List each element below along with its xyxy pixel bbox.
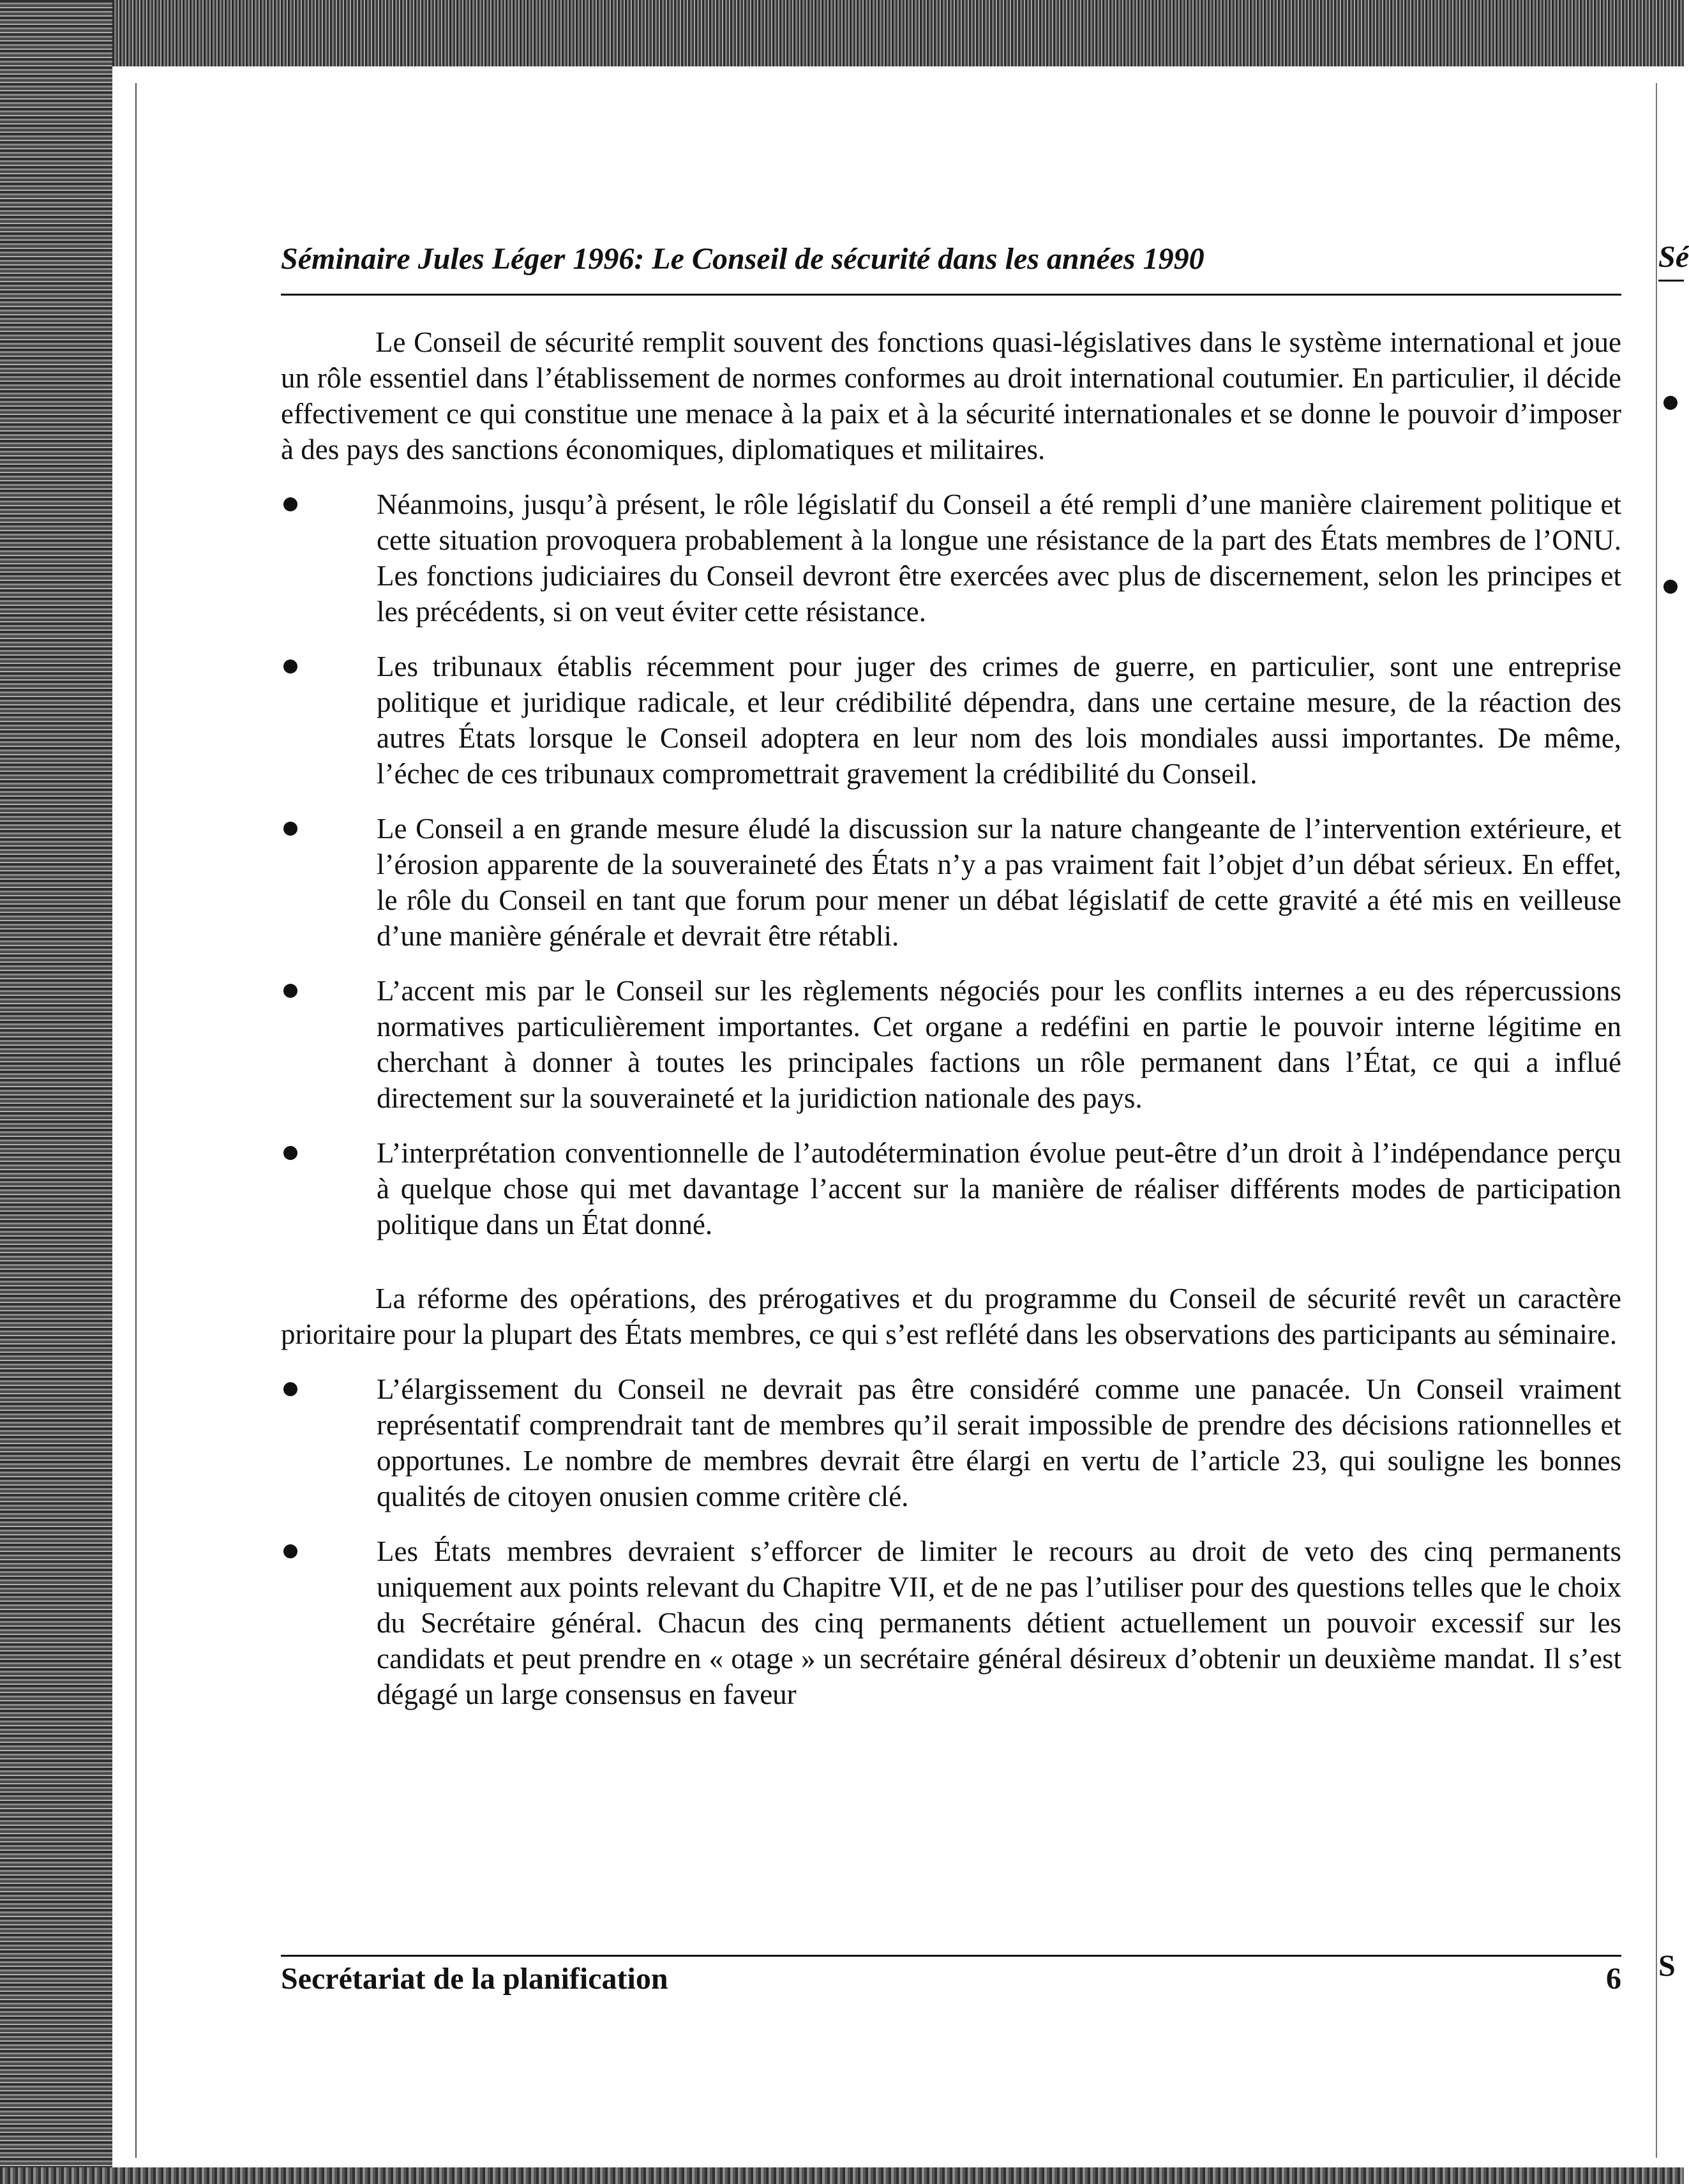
section-gap bbox=[281, 1261, 1621, 1281]
list-item-text: L’élargissement du Conseil ne devrait pas être considéré comme une panacée. Un Conseil vraiment représentatif comprendrait tant de membres qu’il serait impossible de prendre des décisions rationnelles et opportunes. Le nombre de membres devrait être élargi en vertu de l’article 23, qui souligne les bonnes qualités de citoyen onusien comme critère clé. bbox=[377, 1373, 1621, 1512]
list-item bbox=[281, 811, 1621, 954]
list-item-text: Néanmoins, jusqu’à présent, le rôle législatif du Conseil a été rempli d’une manière clairement politique et cette situation provoquera probablement à la longue une résistance de la part des États membres de l’ONU. Les fonctions judiciaires du Conseil devront être exercées avec plus de discernement, selon les principes et les précédents, si on veut éviter cette résistance. bbox=[377, 488, 1621, 628]
adjacent-page-footer-fragment: S bbox=[1658, 1949, 1676, 1983]
adjacent-page-border bbox=[1656, 83, 1657, 2158]
bullet-icon bbox=[283, 497, 297, 511]
adjacent-page-bullet-icon bbox=[1663, 580, 1678, 594]
list-item bbox=[281, 973, 1621, 1116]
list-item bbox=[281, 1533, 1621, 1712]
bullet-icon bbox=[283, 659, 297, 674]
bullet-icon bbox=[283, 822, 297, 836]
list-item-text: L’accent mis par le Conseil sur les règlements négociés pour les conflits internes a eu des répercussions normatives particulièrement importantes. Cet organe a redéfini en partie le pouvoir interne légitime en cherchant à donner à toutes les principales factions un rôle permanent dans l’État, ce qui a influé directement sur la souveraineté et la juridiction nationale des pays. bbox=[377, 975, 1621, 1114]
footer-rule bbox=[281, 1955, 1621, 1957]
page-number: 6 bbox=[1606, 1962, 1621, 1996]
footer-organization: Secrétariat de la planification bbox=[281, 1962, 668, 1996]
header-rule bbox=[281, 294, 1621, 296]
bullet-icon bbox=[283, 1544, 297, 1558]
scan-edge-top bbox=[0, 0, 1684, 66]
intro-paragraph: Le Conseil de sécurité remplit souvent des fonctions quasi-législatives dans le système international et joue un rôle essentiel dans l’établissement de normes conformes au droit international coutumier. En particulier, il décide effectivement ce qui constitue une menace à la paix et à la sécurité internationales et se donne le pouvoir d’imposer à des pays des sanctions économiques, diplomatiques et militaires. bbox=[281, 326, 1621, 465]
adjacent-page-header-fragment: Sé bbox=[1658, 240, 1689, 274]
list-item bbox=[281, 649, 1621, 792]
list-item-text: L’interprétation conventionnelle de l’autodétermination évolue peut-être d’un droit à l’indépendance perçu à quelque chose qui met davantage l’accent sur la manière de réaliser différents modes de participation politique dans un État donné. bbox=[377, 1137, 1621, 1240]
list-item-text: Les tribunaux établis récemment pour juger des crimes de guerre, en particulier, sont une entreprise politique et juridique radicale, et leur crédibilité dépendra, dans une certaine mesure, de la réaction des autres États lorsque le Conseil adoptera en leur nom des lois mondiales aussi importantes. De même, l’échec de ces tribunaux compromettrait gravement la crédibilité du Conseil. bbox=[377, 651, 1621, 790]
second-paragraph: La réforme des opérations, des prérogatives et du programme du Conseil de sécurité revêt un caractère prioritaire pour la plupart des États membres, ce qui s’est reflété dans les observations des participants au séminaire. bbox=[281, 1283, 1621, 1350]
running-header: Séminaire Jules Léger 1996: Le Conseil de sécurité dans les années 1990 bbox=[281, 242, 1205, 276]
list-item bbox=[281, 1371, 1621, 1514]
page-border-line bbox=[135, 83, 137, 2158]
bullet-icon bbox=[283, 1382, 297, 1396]
scan-edge-bottom bbox=[0, 2167, 1684, 2184]
list-item-text: Les États membres devraient s’efforcer de limiter le recours au droit de veto des cinq permanents uniquement aux points relevant du Chapitre VII, et de ne pas l’utiliser pour des questions telles que le choix du Secrétaire général. Chacun des cinq permanents détient actuellement un pouvoir excessif sur les candidats et peut prendre en « otage » un secrétaire général désireux d’obtenir un deuxième mandat. Il s’est dégagé un large consensus en faveur bbox=[377, 1535, 1621, 1710]
body-text bbox=[281, 324, 1621, 1731]
bullet-icon bbox=[283, 984, 297, 998]
scan-edge-left bbox=[0, 0, 112, 2184]
list-item-text: Le Conseil a en grande mesure éludé la discussion sur la nature changeante de l’intervention extérieure, et l’érosion apparente de la souveraineté des États n’y a pas vraiment fait l’objet d’un débat sérieux. En effet, le rôle du Conseil en tant que forum pour mener un débat législatif de cette gravité a été mis en veilleuse d’une manière générale et devrait être rétabli. bbox=[377, 813, 1621, 952]
adjacent-page-bullet-icon bbox=[1663, 396, 1678, 410]
list-item bbox=[281, 1135, 1621, 1242]
list-item bbox=[281, 486, 1621, 629]
bullet-icon bbox=[283, 1146, 297, 1160]
adjacent-page-rule bbox=[1658, 280, 1684, 282]
